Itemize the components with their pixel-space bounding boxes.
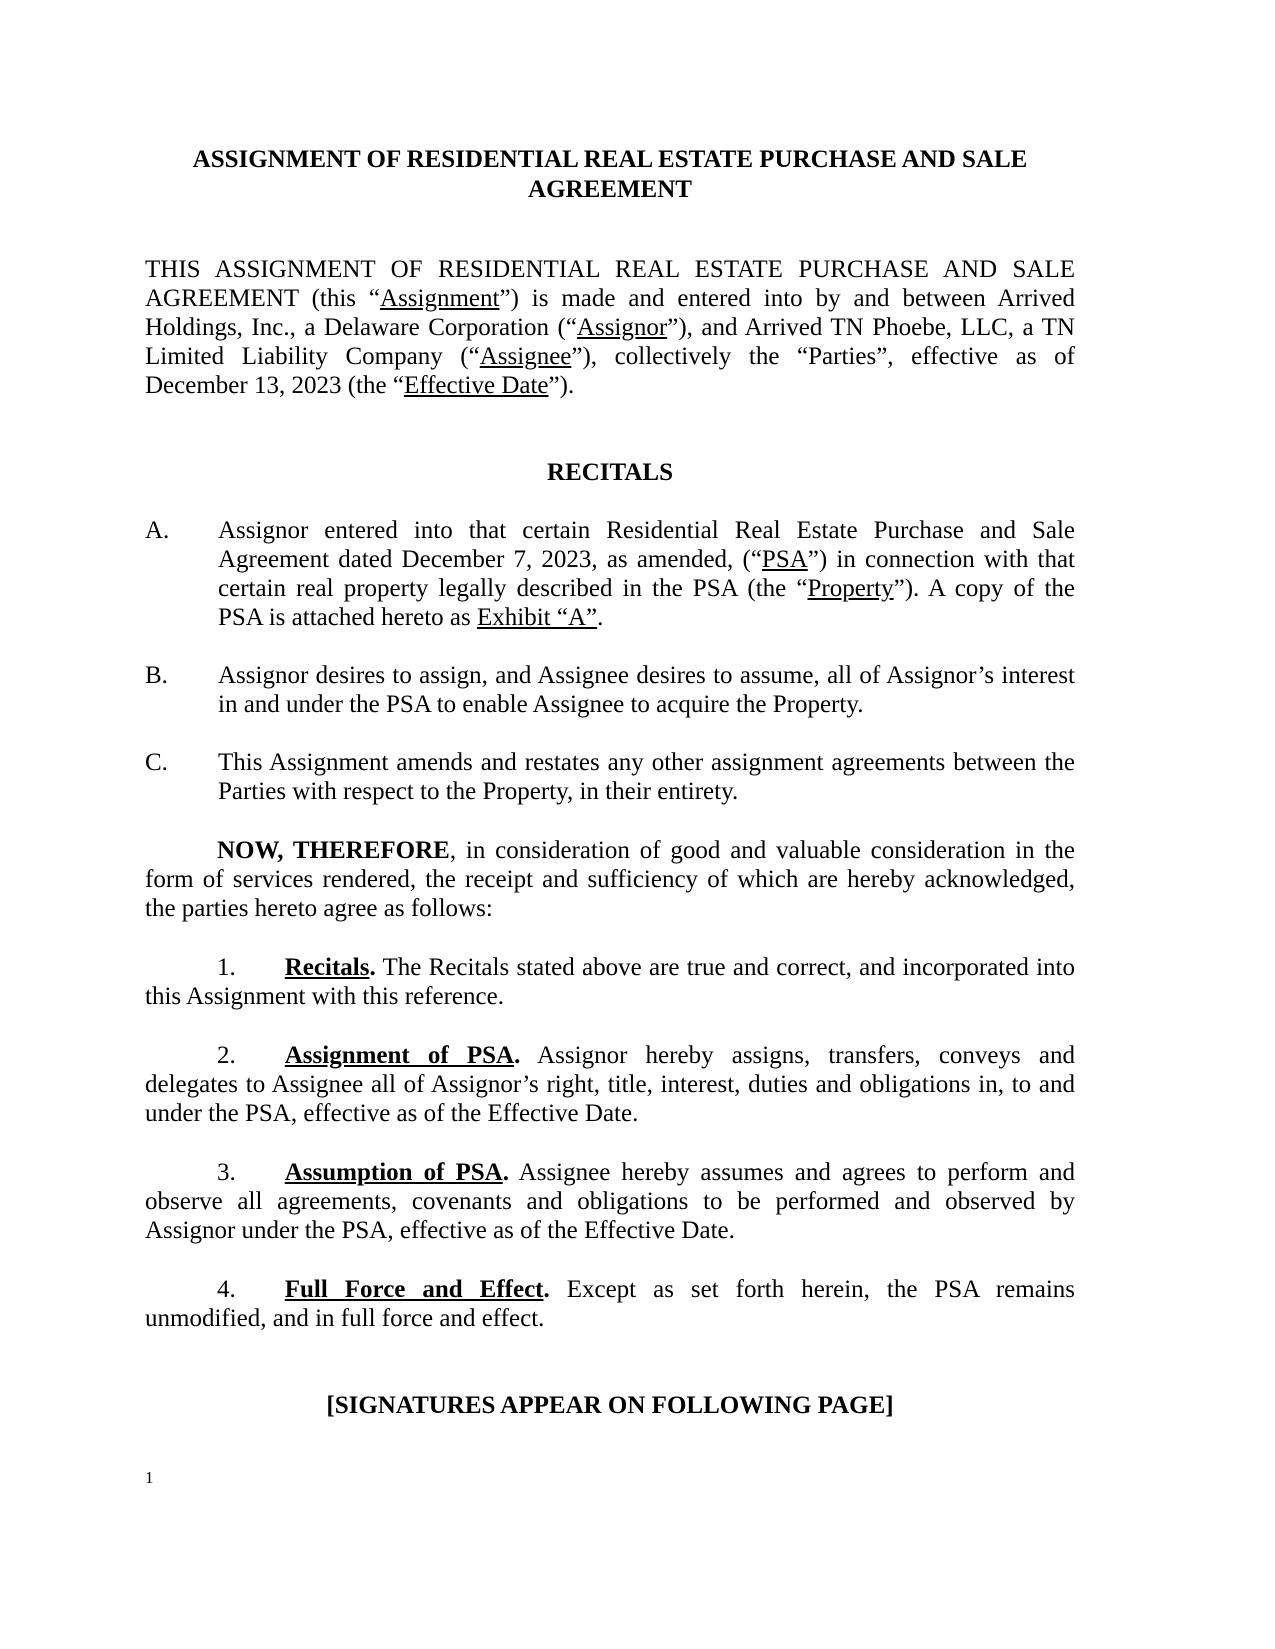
signatures-note [145,1391,1075,1420]
text-run: Full Force and Effect [284,1276,544,1303]
text-run: Assignment [380,285,500,312]
section-paragraph-4 [145,1275,1075,1333]
text-run: , in consideration of good and valuable consideration in the form of services rendered, the receipt and sufficiency of which are hereby acknowledged, the parties hereto agree as follows: [145,837,1075,922]
text-run: . [502,1159,509,1186]
text-run: Except as set forth herein, the PSA remains unmodified, and in full force and effect. [145,1276,1076,1332]
recital-label: B. [145,662,168,689]
recital-label: A. [145,517,170,544]
section-paragraph-1 [145,953,1075,1011]
text-run: Assumption of PSA [284,1159,503,1186]
text-run: [SIGNATURES APPEAR ON FOLLOWING PAGE [326,1392,886,1419]
text-run: ”). A copy of the PSA is attached hereto as [218,575,1075,631]
text-run: The Recitals stated above are true and correct, and incorporated into this Assignment with this reference. [145,954,1075,1010]
text-run: Assignor hereby assigns, transfers, conveys and delegates to Assignee all of Assignor’s right, title, interest, duties and obligations in, to and under the PSA, effective as of the Effective Date. [145,1042,1075,1127]
document-title [145,145,1075,205]
text-run: PSA [761,546,808,573]
document-title-line-1: ASSIGNMENT OF RESIDENTIAL REAL ESTATE PURCHASE AND SALE [192,146,1028,173]
text-run: Assignee [479,343,572,370]
text-run: This Assignment amends and restates any other assignment agreements between the Parties with respect to the Property, in their entirety. [218,749,1075,805]
section-text [145,1276,1075,1332]
text-run: Assignor [576,314,668,341]
section-text [145,1159,1075,1244]
text-run: ”). [548,372,575,399]
text-run: ] [885,1392,894,1419]
page-number: 1 [145,1468,154,1487]
text-run: . [543,1276,550,1303]
recital-label: C. [145,749,168,776]
text-run: Exhibit “A” [476,604,598,631]
section-number: 1. [217,954,236,981]
recital-text [218,661,1075,719]
section-number: 4. [217,1276,236,1303]
text-run: ”), and Arrived TN Phoebe, LLC, a TN Limited Liability Company (“ [145,314,1075,370]
recital-text [218,516,1075,632]
intro-paragraph [145,255,1075,400]
section-text [145,954,1075,1010]
section-number: 3. [217,1159,236,1186]
recital-text [218,748,1075,806]
section-paragraph-2 [145,1041,1075,1128]
text-run: Recitals [284,954,370,981]
text-run: ”) is made and entered into by and between Arrived Holdings, Inc., a Delaware Corporation (“ [145,285,1075,341]
text-run: THIS ASSIGNMENT OF RESIDENTIAL REAL ESTATE PURCHASE AND SALE AGREEMENT (this “ [145,256,1075,312]
recital-item-a [145,516,1075,632]
text-run: Property [807,575,894,602]
recitals-heading: RECITALS [547,459,673,486]
text-run: ”), collectively the “Parties”, effective as of December 13, 2023 (the “ [145,343,1076,399]
text-run: Effective Date [403,372,549,399]
section-number: 2. [217,1042,236,1069]
text-run: Assignor entered into that certain Residential Real Estate Purchase and Sale Agreement dated December 7, 2023, as amended, (“ [218,517,1075,573]
text-run: Assignee hereby assumes and agrees to perform and observe all agreements, covenants and obligations to be performed and observed by Assignor under the PSA, effective as of the Effective Date. [145,1159,1075,1244]
now-therefore-paragraph [145,836,1075,923]
recital-item-c [145,748,1075,806]
text-run: Assignor desires to assign, and Assignee desires to assume, all of Assignor’s interest in and under the PSA to enable Assignee to acquire the Property. [218,662,1075,718]
section-paragraph-3 [145,1158,1075,1245]
text-run: ”) in connection with that certain real property legally described in the PSA (the “ [218,546,1076,602]
text-run: . [514,1042,521,1069]
section-text [145,1042,1075,1127]
recital-item-b [145,661,1075,719]
text-run: . [597,604,604,631]
text-run: NOW, THEREFORE [217,837,450,864]
text-run: Assignment of PSA [284,1042,515,1069]
text-run: . [369,954,376,981]
document-title-line-2: AGREEMENT [528,176,692,203]
